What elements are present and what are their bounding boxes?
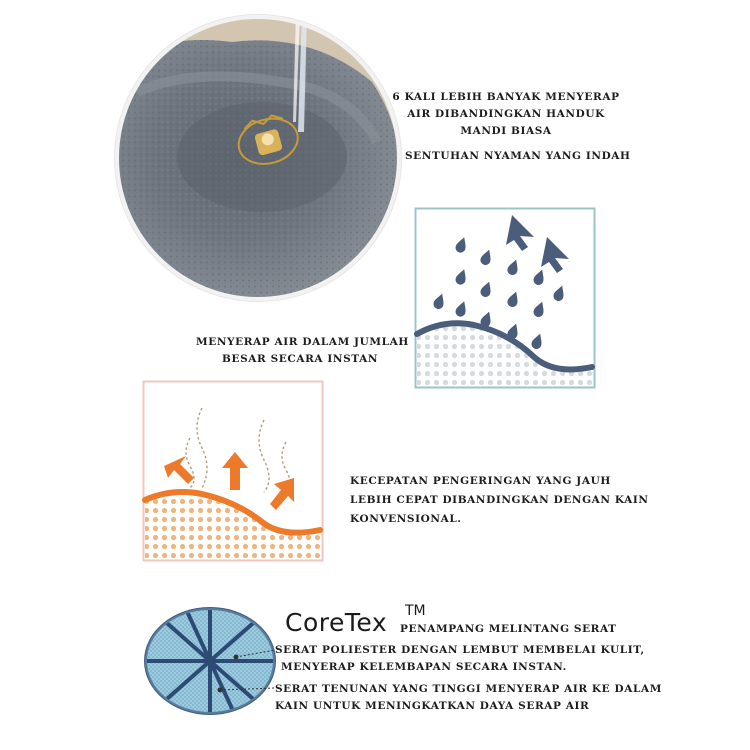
fast-dry-line1: KECEPATAN PENGERINGAN YANG JAUH [350,475,611,487]
polyester-desc-line2: MENYERAP KELEMBAPAN SECARA INSTAN. [281,661,567,673]
weave-desc [275,681,662,715]
instant-absorb-line1: MENYERAP AIR DALAM JUMLAH [196,336,409,348]
absorb-claim-line1: 6 KALI LEBIH BANYAK MENYERAP [392,91,620,103]
trademark-symbol: TM [405,603,426,619]
polyester-desc-line1: SERAT POLIESTER DENGAN LEMBUT MEMBELAI KULIT, [275,644,645,656]
absorb-claim-line3: MANDI BIASA [460,125,552,137]
instant-absorb-line2: BESAR SECARA INSTAN [222,353,379,365]
polyester-desc [275,642,645,676]
weave-desc-line1: SERAT TENUNAN YANG TINGGI MENYERAP AIR KE DALAM [275,683,662,695]
comfort-claim: SENTUHAN NYAMAN YANG INDAH [405,150,631,162]
fast-dry-line3: KONVENSIONAL. [350,513,462,525]
fast-dry-line2: LEBIH CEPAT DIBANDINGKAN DENGAN KAIN [350,494,649,506]
absorb-claim-line2: AIR DIBANDINGKAN HANDUK [407,108,605,120]
cross-section-subtitle: PENAMPANG MELINTANG SERAT [400,623,617,635]
weave-desc-line2: KAIN UNTUK MENINGKATKAN DAYA SERAP AIR [275,700,590,712]
coretex-brand: CoreTex [285,608,388,637]
